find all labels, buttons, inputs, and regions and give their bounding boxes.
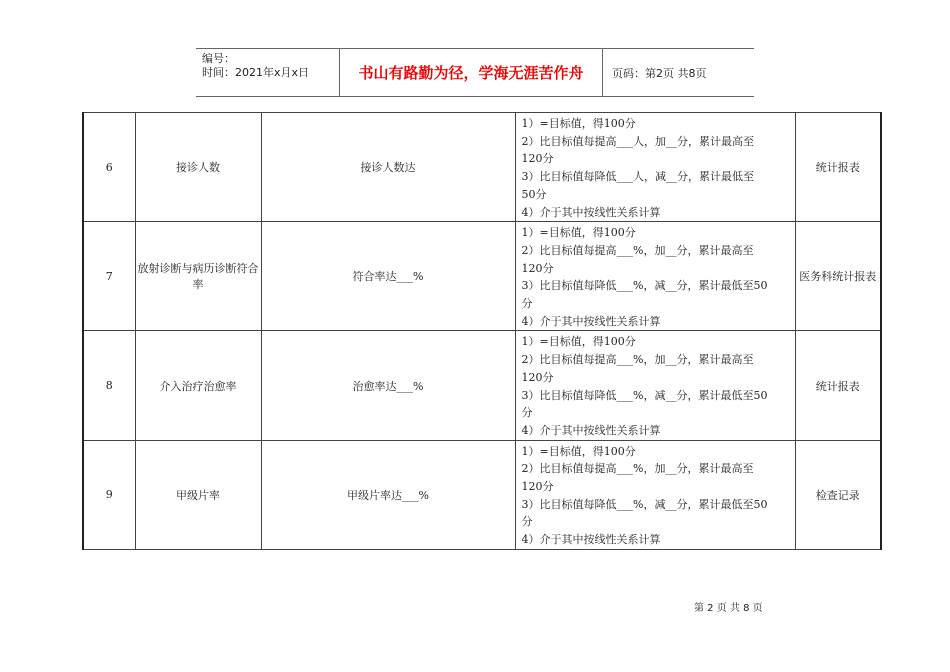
scoring-rule-line: 2）比目标值每提高___人，加__分，累计最高至: [521, 134, 754, 148]
scoring-rule-line: 120分: [521, 370, 554, 384]
data-source: 检查记录: [795, 440, 881, 549]
number-label: 编号：: [202, 52, 235, 65]
scoring-rule-line: 分: [521, 515, 533, 529]
scoring-rule-line: 3）比目标值每降低___%，减__分，累计最低至50: [521, 497, 768, 511]
scoring-rule-line: 2）比目标值每提高___%，加__分，累计最高至: [521, 243, 754, 257]
header-motto: 书山有路勤为径，学海无涯苦作舟: [340, 49, 603, 96]
scoring-rule-line: 2）比目标值每提高___%，加__分，累计最高至: [521, 353, 754, 367]
indicator-name: 放射诊断与病历诊断符合率: [135, 222, 261, 331]
table-row: [83, 331, 881, 440]
scoring-rule-line: 3）比目标值每降低___%，减__分，累计最低至50: [521, 388, 768, 402]
table-row: [83, 222, 881, 331]
row-number: 7: [83, 222, 135, 331]
time-label: 时间：2021年x月x日: [202, 66, 310, 79]
scoring-rule-line: 120分: [521, 152, 554, 166]
scoring-rule-line: 分: [521, 297, 533, 311]
scoring-rule-line: 120分: [521, 261, 554, 275]
row-number: 9: [83, 440, 135, 549]
scoring-rule-line: 1）=目标值，得100分: [521, 335, 636, 349]
scoring-rules: [515, 440, 795, 549]
indicator-name: 介入治疗治愈率: [135, 331, 261, 440]
scoring-rule-line: 1）=目标值，得100分: [521, 444, 636, 458]
header-meta: [196, 49, 340, 96]
scoring-rule-line: 3）比目标值每降低___%，减__分，累计最低至50: [521, 279, 768, 293]
page-header: [196, 48, 754, 97]
scoring-rule-line: 50分: [521, 187, 547, 201]
scoring-rule-line: 2）比目标值每提高___%，加__分，累计最高至: [521, 462, 754, 476]
scoring-rule-line: 1）=目标值，得100分: [521, 117, 636, 130]
indicator-name: 甲级片率: [135, 440, 261, 549]
scoring-rule-line: 1）=目标值，得100分: [521, 226, 636, 240]
target-standard: 接诊人数达: [261, 113, 515, 222]
scoring-rules: [515, 331, 795, 440]
target-standard: 符合率达___%: [261, 222, 515, 331]
scoring-rules: [515, 222, 795, 331]
scoring-rule-line: 分: [521, 406, 533, 420]
scoring-rule-line: 4）介于其中按线性关系计算: [521, 533, 661, 547]
scoring-rule-line: 120分: [521, 480, 554, 494]
data-source: 医务科统计报表: [795, 222, 881, 331]
scoring-rule-line: 3）比目标值每降低___人，减__分，累计最低至: [521, 170, 754, 184]
table-row: [83, 440, 881, 549]
header-page-code: 页码：第2页 共8页: [612, 66, 707, 80]
data-source: 统计报表: [795, 113, 881, 222]
data-source: 统计报表: [795, 331, 881, 440]
scoring-rule-line: 4）介于其中按线性关系计算: [521, 205, 661, 219]
page-footer: 第 2 页 共 8 页: [694, 603, 763, 614]
table-row: [83, 113, 881, 222]
row-number: 8: [83, 331, 135, 440]
scoring-rules: [515, 113, 795, 222]
assessment-table: [82, 112, 882, 550]
scoring-rule-line: 4）介于其中按线性关系计算: [521, 423, 661, 437]
target-standard: 治愈率达___%: [261, 331, 515, 440]
row-number: 6: [83, 113, 135, 222]
indicator-name: 接诊人数: [135, 113, 261, 222]
scoring-rule-line: 4）介于其中按线性关系计算: [521, 314, 661, 328]
target-standard: 甲级片率达___%: [261, 440, 515, 549]
